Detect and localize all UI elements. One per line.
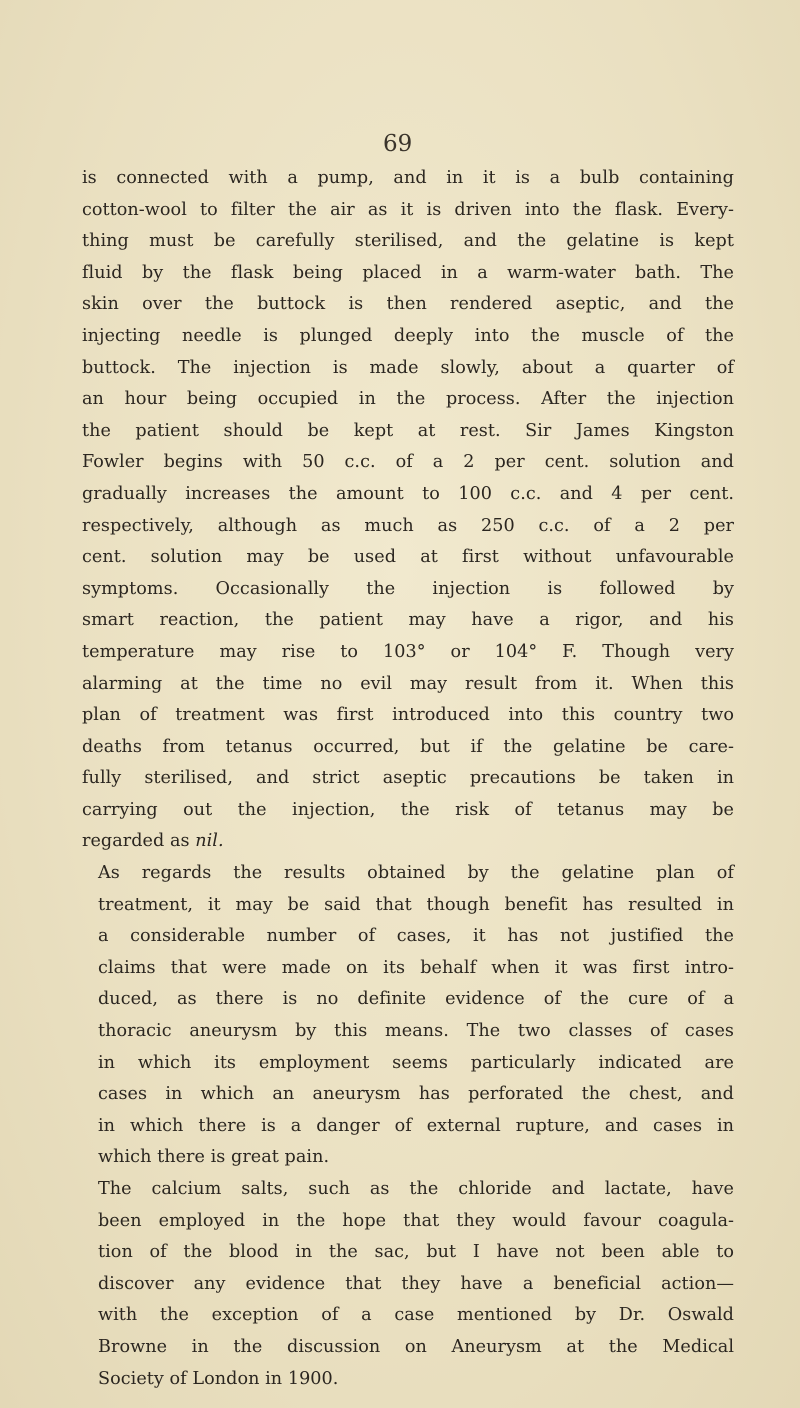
text-line: The calcium salts, such as the chloride and lactate, have: [98, 1179, 734, 1199]
text-line: discover any evidence that they have a beneficial action—: [98, 1273, 734, 1294]
text-line: is connected with a pump, and in it is a bulb containing: [82, 168, 734, 188]
text-line: skin over the buttock is then rendered aseptic, and the: [82, 294, 734, 315]
paragraph-2: [82, 858, 734, 1174]
text-line: duced, as there is no definite evidence of the cure of a: [98, 989, 734, 1010]
text-line: Society of London in 1900.: [98, 1368, 339, 1389]
text-line: thoracic aneurysm by this means. The two classes of cases: [98, 1021, 734, 1042]
text-line: respectively, although as much as 250 c.c. of a 2 per: [82, 515, 734, 536]
text-line: a considerable number of cases, it has not justified the: [98, 926, 734, 947]
italic-word: nil.: [195, 831, 224, 852]
text-line: with the exception of a case mentioned by Dr. Oswald: [98, 1305, 734, 1326]
text-line: injecting needle is plunged deeply into the muscle of the: [82, 325, 734, 346]
text-line: deaths from tetanus occurred, but if the gelatine be care-: [82, 736, 734, 757]
text-line: As regards the results obtained by the gelatine plan of: [98, 863, 734, 884]
text-line: fully sterilised, and strict aseptic precautions be taken in: [82, 768, 734, 789]
text-line: in which there is a danger of external rupture, and cases in: [98, 1115, 734, 1136]
text-line: tion of the blood in the sac, but I have not been able to: [98, 1242, 734, 1263]
text-line-lead: regarded as: [82, 831, 190, 852]
paragraph-3: [82, 1174, 734, 1395]
text-line: the patient should be kept at rest. Sir James Kingston: [82, 420, 734, 441]
text-line: in which its employment seems particularly indicated are: [98, 1052, 734, 1073]
text-line: symptoms. Occasionally the injection is followed by: [82, 578, 734, 599]
text-line: fluid by the flask being placed in a warm-water bath. The: [82, 262, 734, 283]
text-line: cases in which an aneurysm has perforated the chest, and: [98, 1084, 734, 1105]
text-line: temperature may rise to 103° or 104° F. Though very: [82, 641, 734, 662]
text-line: which there is great pain.: [98, 1147, 330, 1168]
text-line: cent. solution may be used at first without unfavourable: [82, 547, 734, 568]
text-line: Fowler begins with 50 c.c. of a 2 per cent. solution and: [82, 452, 734, 473]
text-line: smart reaction, the patient may have a rigor, and his: [82, 610, 734, 631]
paragraph-1: [82, 163, 734, 858]
body-text: [82, 163, 734, 1395]
text-line: an hour being occupied in the process. After the injection: [82, 389, 734, 410]
text-line: cotton-wool to filter the air as it is driven into the flask. Every-: [82, 199, 734, 220]
text-line: buttock. The injection is made slowly, about a quarter of: [82, 357, 734, 378]
text-line: gradually increases the amount to 100 c.c. and 4 per cent.: [82, 483, 734, 504]
text-line: Browne in the discussion on Aneurysm at the Medical: [98, 1336, 734, 1357]
text-line: claims that were made on its behalf when it was first intro-: [98, 957, 734, 978]
text-line: treatment, it may be said that though benefit has resulted in: [98, 894, 734, 915]
text-line: thing must be carefully sterilised, and the gelatine is kept: [82, 231, 734, 252]
text-line-final: [82, 826, 734, 858]
text-line: been employed in the hope that they would favour coagula-: [98, 1210, 734, 1231]
text-line: alarming at the time no evil may result from it. When this: [82, 673, 734, 694]
text-line: carrying out the injection, the risk of tetanus may be: [82, 799, 734, 820]
text-line: plan of treatment was first introduced into this country two: [82, 705, 734, 726]
page-number: 69: [383, 131, 413, 157]
